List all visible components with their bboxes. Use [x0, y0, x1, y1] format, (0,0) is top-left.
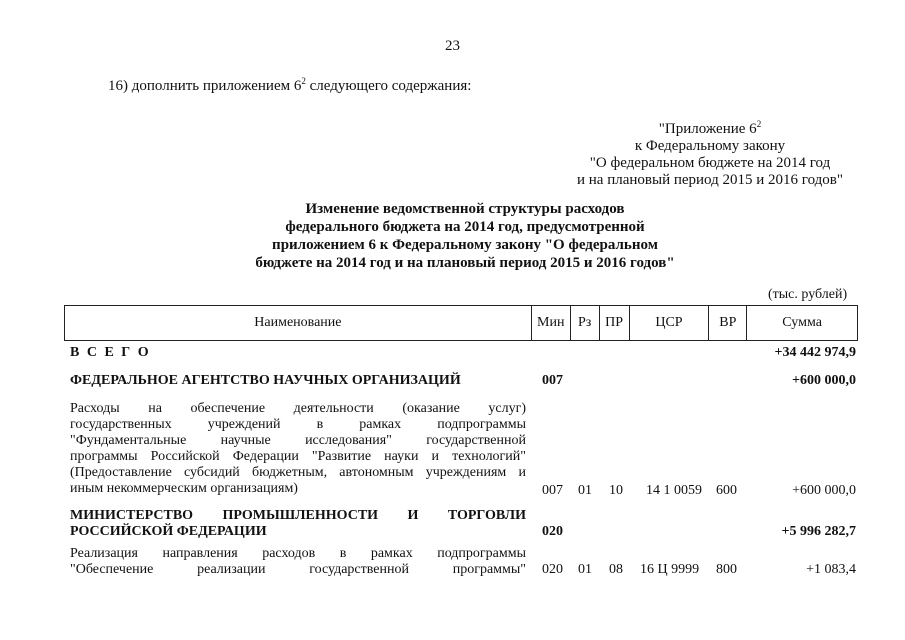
appendix-line-2: к Федеральному закону	[634, 138, 786, 154]
header-csr: ЦСР	[629, 306, 709, 340]
header-rz: Рз	[570, 306, 599, 340]
row-name: ФЕДЕРАЛЬНОЕ АГЕНТСТВО НАУЧНЫХ ОРГАНИЗАЦИЙ	[70, 373, 461, 388]
table-row	[70, 508, 856, 544]
row-pr: 10	[609, 483, 623, 498]
title-line: Изменение ведомственной структуры расходов	[305, 201, 625, 217]
row-sum: +5 996 282,7	[781, 524, 856, 539]
title-line: приложением 6 к Федеральному закону "О федеральном	[272, 237, 658, 253]
units-label: (тыс. рублей)	[768, 287, 848, 302]
header-sum: Сумма	[746, 306, 857, 340]
row-min: 020	[542, 524, 563, 539]
row-csr: 14 1 0059	[646, 483, 702, 498]
appendix-reference	[560, 116, 860, 189]
row-pr: 08	[609, 562, 623, 577]
title-line: федерального бюджета на 2014 год, предусмотренной	[285, 219, 645, 235]
document-title	[210, 200, 720, 272]
row-name: В С Е Г О	[70, 345, 151, 360]
table-row	[70, 373, 856, 393]
row-sum: +600 000,0	[792, 483, 856, 498]
row-min: 020	[542, 562, 563, 577]
title-line: бюджете на 2014 год и на плановый период 2015 и 2016 годов"	[255, 255, 675, 271]
row-sum: +34 442 974,9	[774, 345, 856, 360]
header-vr: ВР	[708, 306, 746, 340]
appendix-line-3: "О федеральном бюджете на 2014 год	[589, 155, 831, 171]
header-name: Наименование	[254, 315, 342, 330]
header-min: Мин	[531, 306, 570, 340]
intro-main: 16) дополнить приложением 6	[108, 78, 302, 94]
row-min: 007	[542, 483, 563, 498]
table-header	[64, 305, 858, 341]
intro-tail: следующего содержания:	[305, 78, 472, 94]
table-row	[70, 546, 856, 582]
row-min: 007	[542, 373, 563, 388]
intro-text	[108, 76, 471, 95]
page-number: 23	[445, 38, 460, 54]
row-name: МИНИСТЕРСТВО ПРОМЫШЛЕННОСТИ И ТОРГОВЛИ РОССИЙСКОЙ ФЕДЕРАЦИИ	[70, 508, 526, 539]
header-pr: ПР	[599, 306, 629, 340]
table-row-total	[70, 345, 856, 365]
row-vr: 600	[716, 483, 737, 498]
appendix-line-4: и на плановый период 2015 и 2016 годов"	[577, 172, 843, 188]
row-sum: +1 083,4	[806, 562, 856, 577]
row-rz: 01	[578, 562, 592, 577]
row-sum: +600 000,0	[792, 373, 856, 388]
appendix-line-1: "Приложение $6^2$	[658, 119, 762, 137]
table-row	[70, 401, 856, 501]
row-csr: 16 Ц 9999	[640, 562, 700, 577]
row-rz: 01	[578, 483, 592, 498]
row-vr: 800	[716, 562, 737, 577]
row-name: Реализация направления расходов в рамках подпрограммы "Обеспечение реализации государственной программы"	[70, 546, 526, 577]
intro-sup: 2	[301, 76, 306, 86]
row-name: Расходы на обеспечение деятельности (оказание услуг) государственных учреждений в рамках подпрограммы "Фундаментальные научные исследования" государственной программы Российской Федерации "Развитие науки и технологий" (Предоставление субсидий бюджетным, автономным учреждениям и иным некоммерческим организациям)	[70, 401, 526, 496]
